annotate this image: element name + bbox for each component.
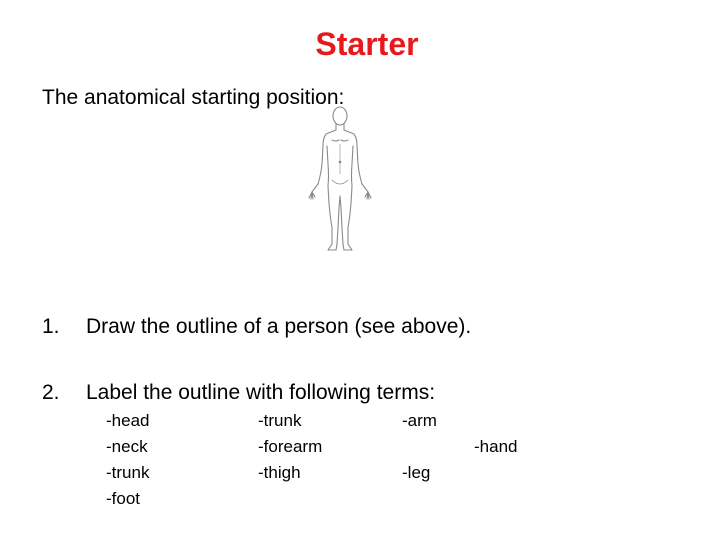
- term-trunk: -trunk: [106, 463, 150, 482]
- instruction-1: [42, 313, 471, 341]
- term-head: -head: [106, 411, 150, 430]
- term-foot: -foot: [106, 489, 141, 508]
- slide-title: Starter: [315, 26, 419, 62]
- instruction-1-text: Draw the outline of a person (see above).: [86, 315, 472, 338]
- term-neck: -neck: [106, 437, 148, 456]
- slide-subtitle: The anatomical starting position:: [42, 86, 345, 109]
- term-thigh: -thigh: [258, 463, 301, 482]
- instruction-2-number: 2.: [42, 381, 60, 404]
- instruction-2-text: Label the outline with following terms:: [86, 381, 436, 404]
- human-body-outline-icon: [296, 104, 384, 258]
- term-trunk-2: -trunk: [258, 411, 302, 430]
- term-leg: -leg: [402, 463, 431, 482]
- term-forearm: -forearm: [258, 437, 323, 456]
- instruction-1-number: 1.: [42, 315, 60, 338]
- term-arm: -arm: [402, 411, 437, 430]
- term-hand: -hand: [474, 437, 518, 456]
- instruction-2: [42, 379, 435, 407]
